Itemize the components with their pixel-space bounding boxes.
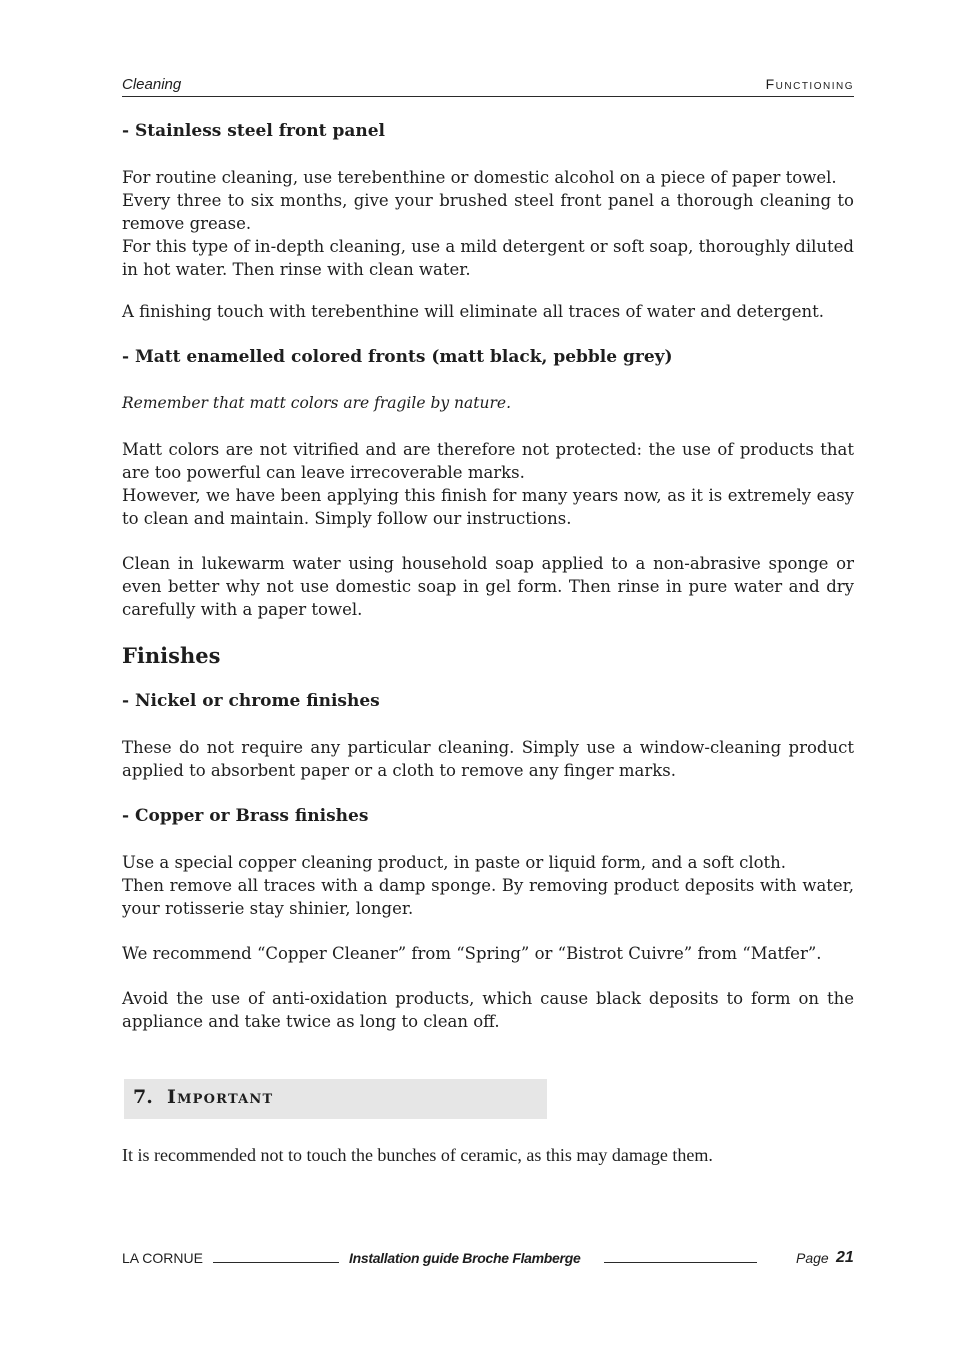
- stainless-paragraph-3: For this type of in-depth cleaning, use a mild detergent or soft soap, thoroughly diluted in hot water. Then rinse with clean water.: [122, 237, 854, 279]
- finishes-heading: Finishes: [122, 643, 221, 668]
- nickel-paragraph: These do not require any particular cleaning. Simply use a window-cleaning product applied to absorbent paper or a cloth to remove any finger marks.: [122, 738, 854, 780]
- stainless-heading: - Stainless steel front panel: [122, 121, 385, 141]
- footer-page-number: 21: [836, 1249, 854, 1266]
- important-section-header: [124, 1079, 547, 1119]
- footer-rule-right: [604, 1262, 757, 1263]
- page-footer: [122, 1250, 854, 1272]
- matt-paragraph-2: However, we have been applying this finish for many years now, as it is extremely easy to clean and maintain. Simply follow our instructions.: [122, 486, 854, 528]
- matt-heading: - Matt enamelled colored fronts (matt black, pebble grey): [122, 347, 673, 367]
- important-section-number: 7.: [133, 1086, 153, 1108]
- header-section-title: Cleaning: [122, 76, 182, 93]
- matt-paragraph-3: Clean in lukewarm water using household soap applied to a non-abrasive sponge or even better why not use domestic soap in gel form. Then rinse in pure water and dry carefully with a paper towel.: [122, 554, 854, 619]
- footer-page-label: Page: [796, 1250, 829, 1266]
- header-chapter-title: Functioning: [765, 76, 854, 92]
- copper-paragraph-4: Avoid the use of anti-oxidation products, which cause black deposits to form on the appliance and take twice as long to clean off.: [122, 989, 854, 1031]
- nickel-heading: - Nickel or chrome finishes: [122, 691, 380, 711]
- matt-paragraph-1: Matt colors are not vitrified and are therefore not protected: the use of products that are too powerful can leave irrecoverable marks.: [122, 440, 854, 482]
- running-header: [122, 74, 854, 97]
- footer-guide-title: Installation guide Broche Flamberge: [349, 1250, 581, 1266]
- stainless-paragraph-1: For routine cleaning, use terebenthine or domestic alcohol on a piece of paper towel.: [122, 168, 837, 187]
- important-text: It is recommended not to touch the bunches of ceramic, as this may damage them.: [122, 1145, 713, 1165]
- main-content: [122, 120, 854, 1033]
- matt-note: Remember that matt colors are fragile by nature.: [122, 394, 511, 412]
- important-section-title: Important: [167, 1086, 274, 1108]
- footer-brand: LA CORNUE: [122, 1250, 203, 1266]
- copper-heading: - Copper or Brass finishes: [122, 806, 369, 826]
- copper-paragraph-3: We recommend “Copper Cleaner” from “Spring” or “Bistrot Cuivre” from “Matfer”.: [122, 944, 822, 963]
- stainless-paragraph-2: Every three to six months, give your brushed steel front panel a thorough cleaning to remove grease.: [122, 191, 854, 233]
- copper-paragraph-1: Use a special copper cleaning product, in paste or liquid form, and a soft cloth.: [122, 853, 787, 872]
- copper-paragraph-2: Then remove all traces with a damp sponge. By removing product deposits with water, your rotisserie stay shinier, longer.: [122, 876, 854, 918]
- stainless-paragraph-4: A finishing touch with terebenthine will eliminate all traces of water and detergent.: [122, 302, 824, 321]
- footer-rule-left: [213, 1262, 339, 1263]
